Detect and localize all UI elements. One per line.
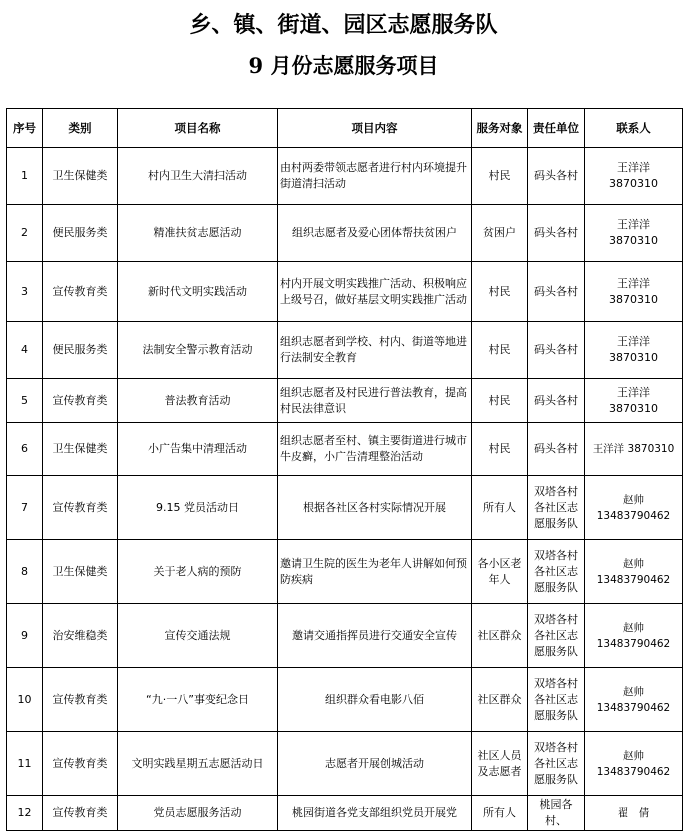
cell-index: 4 xyxy=(7,322,43,379)
page-subtitle: 9 月份志愿服务项目 xyxy=(248,53,439,78)
cell-project-content: 由村两委带领志愿者进行村内环境提升街道清扫活动 xyxy=(278,148,472,205)
cell-service-target: 村民 xyxy=(472,423,528,476)
cell-responsible-unit: 双塔各村各社区志愿服务队 xyxy=(528,604,585,668)
page-title: 乡、镇、街道、园区志愿服务队 xyxy=(189,12,498,38)
table-row xyxy=(7,476,683,540)
cell-project-content: 组织志愿者至村、镇主要街道进行城市牛皮癣，小广告清理整治活动 xyxy=(278,423,472,476)
cell-category: 宣传教育类 xyxy=(43,732,118,796)
cell-index: 9 xyxy=(7,604,43,668)
cell-contact: 王洋洋 3870310 xyxy=(585,379,683,423)
cell-index: 10 xyxy=(7,668,43,732)
cell-contact: 赵帅 13483790462 xyxy=(585,476,683,540)
cell-contact: 赵帅 13483790462 xyxy=(585,732,683,796)
cell-service-target: 社区群众 xyxy=(472,668,528,732)
cell-project-name: 关于老人病的预防 xyxy=(118,540,278,604)
cell-responsible-unit: 码头各村 xyxy=(528,379,585,423)
cell-contact: 赵帅 13483790462 xyxy=(585,540,683,604)
cell-service-target: 社区群众 xyxy=(472,604,528,668)
cell-index: 7 xyxy=(7,476,43,540)
header-project-content: 项目内容 xyxy=(278,109,472,148)
header-contact: 联系人 xyxy=(585,109,683,148)
cell-project-content: 组织志愿者到学校、村内、街道等地进行法制安全教育 xyxy=(278,322,472,379)
cell-service-target: 所有人 xyxy=(472,796,528,831)
table-row xyxy=(7,379,683,423)
table-row xyxy=(7,205,683,262)
cell-contact: 王洋洋 3870310 xyxy=(585,322,683,379)
cell-project-name: 精准扶贫志愿活动 xyxy=(118,205,278,262)
cell-category: 便民服务类 xyxy=(43,322,118,379)
cell-project-name: 宣传交通法规 xyxy=(118,604,278,668)
cell-index: 5 xyxy=(7,379,43,423)
header-responsible-unit: 责任单位 xyxy=(528,109,585,148)
cell-project-content: 邀请交通指挥员进行交通安全宣传 xyxy=(278,604,472,668)
table-row xyxy=(7,796,683,831)
cell-contact: 王洋洋 3870310 xyxy=(585,205,683,262)
cell-project-name: 普法教育活动 xyxy=(118,379,278,423)
cell-service-target: 村民 xyxy=(472,148,528,205)
cell-index: 3 xyxy=(7,262,43,322)
header-category: 类别 xyxy=(43,109,118,148)
cell-service-target: 村民 xyxy=(472,379,528,423)
cell-project-content: 组织群众看电影八佰 xyxy=(278,668,472,732)
cell-contact: 王洋洋 3870310 xyxy=(585,423,683,476)
cell-responsible-unit: 双塔各村各社区志愿服务队 xyxy=(528,732,585,796)
cell-project-name: 文明实践星期五志愿活动日 xyxy=(118,732,278,796)
cell-service-target: 所有人 xyxy=(472,476,528,540)
cell-project-name: 新时代文明实践活动 xyxy=(118,262,278,322)
cell-project-content: 志愿者开展创城活动 xyxy=(278,732,472,796)
cell-responsible-unit: 码头各村 xyxy=(528,148,585,205)
cell-responsible-unit: 双塔各村各社区志愿服务队 xyxy=(528,540,585,604)
cell-category: 宣传教育类 xyxy=(43,379,118,423)
header-service-target: 服务对象 xyxy=(472,109,528,148)
table-row xyxy=(7,262,683,322)
table-row xyxy=(7,423,683,476)
cell-contact: 王洋洋 3870310 xyxy=(585,262,683,322)
cell-project-name: 村内卫生大清扫活动 xyxy=(118,148,278,205)
cell-index: 11 xyxy=(7,732,43,796)
cell-project-content: 组织志愿者及村民进行普法教育，提高村民法律意识 xyxy=(278,379,472,423)
cell-category: 卫生保健类 xyxy=(43,423,118,476)
table-row xyxy=(7,148,683,205)
cell-project-name: “九·一八”事变纪念日 xyxy=(118,668,278,732)
cell-responsible-unit: 码头各村 xyxy=(528,423,585,476)
cell-project-name: 法制安全警示教育活动 xyxy=(118,322,278,379)
cell-project-content: 桃园街道各党支部组织党员开展党 xyxy=(278,796,472,831)
cell-category: 便民服务类 xyxy=(43,205,118,262)
cell-index: 1 xyxy=(7,148,43,205)
cell-responsible-unit: 双塔各村各社区志愿服务队 xyxy=(528,668,585,732)
cell-contact: 赵帅 13483790462 xyxy=(585,604,683,668)
cell-service-target: 各小区老年人 xyxy=(472,540,528,604)
cell-project-content: 邀请卫生院的医生为老年人讲解如何预防疾病 xyxy=(278,540,472,604)
cell-responsible-unit: 码头各村 xyxy=(528,262,585,322)
cell-project-content: 组织志愿者及爱心团体帮扶贫困户 xyxy=(278,205,472,262)
cell-contact: 王洋洋 3870310 xyxy=(585,148,683,205)
cell-responsible-unit: 双塔各村各社区志愿服务队 xyxy=(528,476,585,540)
cell-project-content: 根据各社区各村实际情况开展 xyxy=(278,476,472,540)
table-row xyxy=(7,604,683,668)
cell-project-name: 党员志愿服务活动 xyxy=(118,796,278,831)
cell-project-name: 9.15 党员活动日 xyxy=(118,476,278,540)
cell-category: 治安维稳类 xyxy=(43,604,118,668)
cell-service-target: 村民 xyxy=(472,262,528,322)
cell-responsible-unit: 桃园各村、 xyxy=(528,796,585,831)
cell-service-target: 社区人员及志愿者 xyxy=(472,732,528,796)
cell-index: 2 xyxy=(7,205,43,262)
cell-project-name: 小广告集中清理活动 xyxy=(118,423,278,476)
cell-category: 卫生保健类 xyxy=(43,148,118,205)
cell-index: 12 xyxy=(7,796,43,831)
table-row xyxy=(7,732,683,796)
cell-service-target: 村民 xyxy=(472,322,528,379)
table-header-row xyxy=(7,109,683,148)
header-project-name: 项目名称 xyxy=(118,109,278,148)
cell-responsible-unit: 码头各村 xyxy=(528,322,585,379)
cell-category: 宣传教育类 xyxy=(43,796,118,831)
table-row xyxy=(7,540,683,604)
cell-category: 宣传教育类 xyxy=(43,476,118,540)
cell-service-target: 贫困户 xyxy=(472,205,528,262)
table-row xyxy=(7,668,683,732)
cell-project-content: 村内开展文明实践推广活动、积极响应上级号召，做好基层文明实践推广活动 xyxy=(278,262,472,322)
volunteer-projects-table xyxy=(6,108,683,831)
cell-responsible-unit: 码头各村 xyxy=(528,205,585,262)
cell-contact: 赵帅 13483790462 xyxy=(585,668,683,732)
cell-category: 宣传教育类 xyxy=(43,668,118,732)
cell-category: 卫生保健类 xyxy=(43,540,118,604)
cell-index: 6 xyxy=(7,423,43,476)
cell-contact: 翟 倩 xyxy=(585,796,683,831)
cell-index: 8 xyxy=(7,540,43,604)
header-index: 序号 xyxy=(7,109,43,148)
cell-category: 宣传教育类 xyxy=(43,262,118,322)
table-row xyxy=(7,322,683,379)
